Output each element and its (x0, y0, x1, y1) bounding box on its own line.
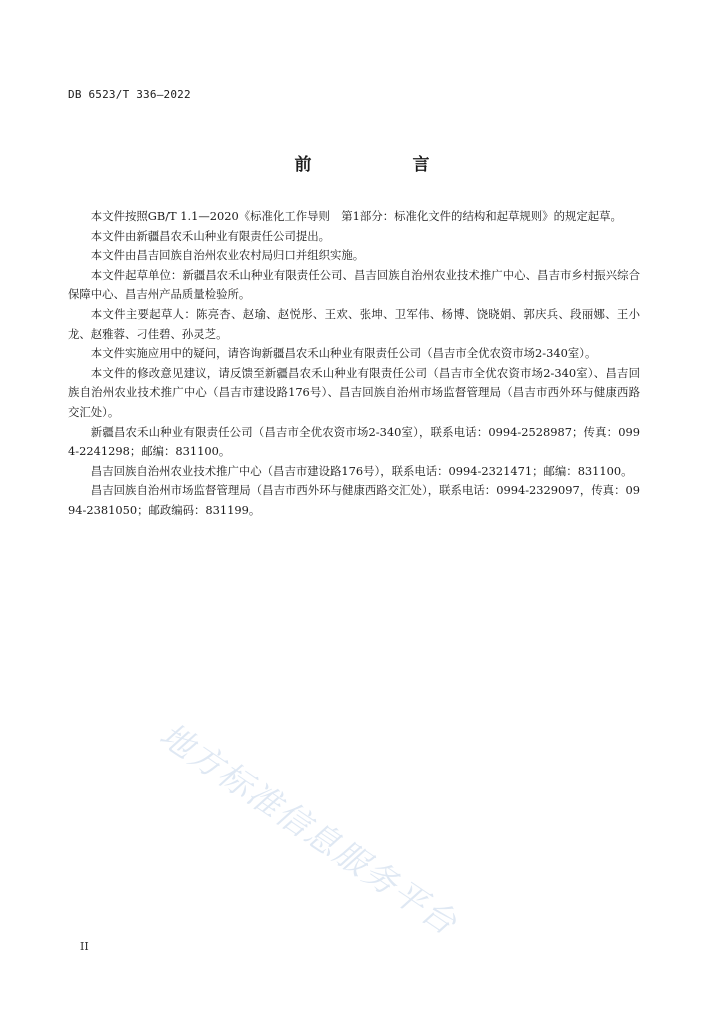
paragraph-feedback: 本文件的修改意见建议，请反馈至新疆昌农禾山种业有限责任公司（昌吉市全优农资市场2-340室）、昌吉回族自治州农业技术推广中心（昌吉市建设路176号）、昌吉回族自治州市场监督管理局（昌吉市西外环与健康西路交汇处）。 (68, 365, 640, 419)
paragraph-drafters: 本文件主要起草人：陈亮杏、赵瑜、赵悦彤、王欢、张坤、卫军伟、杨博、饶晓娟、郭庆兵、段丽娜、王小龙、赵雅蓉、刁佳碧、孙灵芝。 (68, 306, 640, 341)
paragraph-contact-market-bureau: 昌吉回族自治州市场监督管理局（昌吉市西外环与健康西路交汇处），联系电话：0994-2329097，传真：0994-2381050；邮政编码：831199。 (68, 483, 640, 517)
standard-code: DB 6523/T 336—2022 (68, 88, 191, 101)
paragraph-inquiry: 本文件实施应用中的疑问，请咨询新疆昌农禾山种业有限责任公司（昌吉市全优农资市场2-340室）。 (90, 346, 597, 361)
page-title: 前 言 (294, 155, 472, 175)
paragraph-proposer: 本文件由新疆昌农禾山种业有限责任公司提出。 (90, 228, 331, 243)
paragraph-contact-agri-center: 昌吉回族自治州农业技术推广中心（昌吉市建设路176号），联系电话：0994-2321471；邮编：831100。 (90, 463, 633, 478)
watermark: 地方标准信息服务平台 (152, 714, 465, 944)
paragraph-administration: 本文件由昌吉回族自治州农业农村局归口并组织实施。 (90, 248, 365, 263)
paragraph-contact-company: 新疆昌农禾山种业有限责任公司（昌吉市全优农资市场2-340室），联系电话：0994-2528987；传真：0994-2241298；邮编：831100。 (68, 424, 640, 459)
page-number: II (80, 940, 89, 953)
paragraph-drafting-rules: 本文件按照GB/T 1.1—2020《标准化工作导则 第1部分：标准化文件的结构和起草规则》的规定起草。 (90, 209, 622, 223)
foreword-body (68, 207, 640, 521)
paragraph-drafting-units: 本文件起草单位：新疆昌农禾山种业有限责任公司、昌吉回族自治州农业技术推广中心、昌吉市乡村振兴综合保障中心、昌吉州产品质量检验所。 (68, 267, 640, 302)
